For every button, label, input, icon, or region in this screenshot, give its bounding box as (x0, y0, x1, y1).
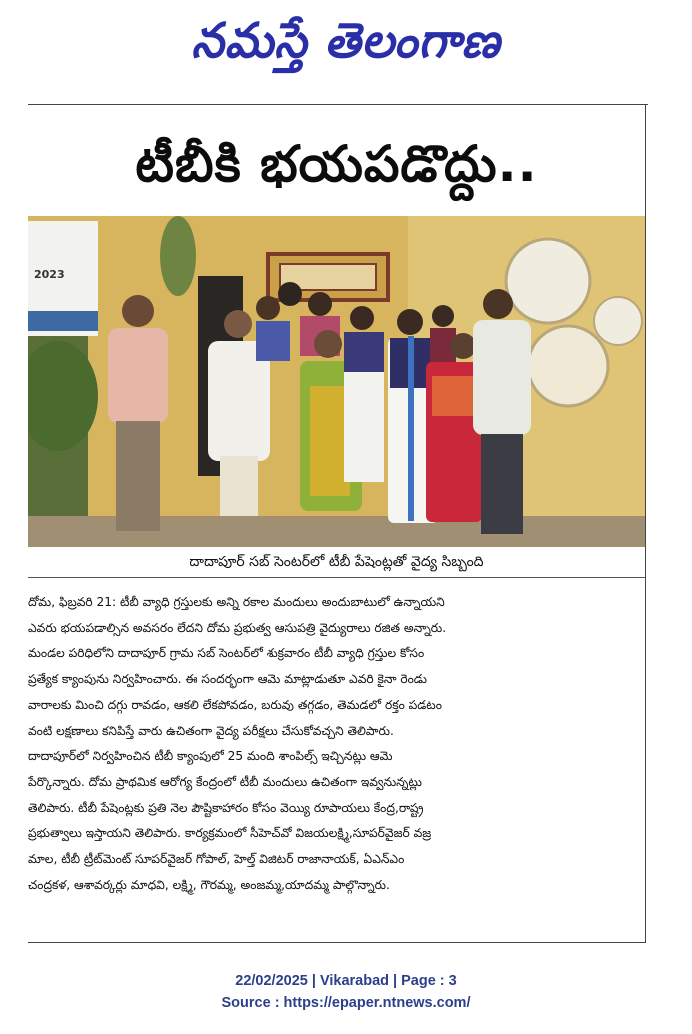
article-paragraph-line: దాదాపూర్‌లో నిర్వహించిన టీబీ క్యాంపులో 25 మంది శాంపిల్స్ ఇచ్చినట్లు ఆమె (28, 749, 393, 764)
article-paragraph-line: పేర్కొన్నారు. దోమ ప్రాథమిక ఆరోగ్య కేంద్రంలో టీబీ మందులు ఉచితంగా ఇవ్వనున్నట్లు (28, 774, 422, 789)
article-paragraph-line: చంద్రకళ, ఆశావర్కర్లు మాధవి, లక్ష్మి, గౌరమ్మ, అంజమ్మ,యాదమ్మ పాల్గొన్నారు. (28, 877, 390, 892)
article-paragraph-line: వారాలకు మించి దగ్గు రావడం, ఆకలి లేకపోవడం, బరువు తగ్గడం, తెమడలో రక్తం పడటం (28, 697, 442, 712)
article-photo (28, 216, 645, 547)
article-body (28, 590, 640, 898)
article-paragraph-line: వంటి లక్షణాలు కనిపిస్తే వారు ఉచితంగా వైద్య పరీక్షలు చేసుకోవచ్చని తెలిపారు. (28, 723, 394, 738)
masthead (0, 4, 692, 84)
group-photo-illustration (28, 216, 645, 547)
article-paragraph-line: మాల, టీబీ ట్రీట్‌మెంట్ సూపర్‌వైజర్ గోపాల్, హెల్త్ విజిటర్ రాజానాయక్, ఏఎన్ఎం (28, 852, 405, 867)
footer-source-link[interactable]: Source : https://epaper.ntnews.com/ (221, 995, 471, 1011)
article-paragraph-line: దోమ, ఫిబ్రవరి 21: టీబీ వ్యాధి గ్రస్తులకు అన్ని రకాల మందులు అందుబాటులో ఉన్నాయని (28, 595, 445, 609)
article-paragraph-line: ప్రత్యేక క్యాంపును నిర్వహించారు. ఈ సందర్భంగా ఆమె మాట్లాడుతూ ఎవరి కైనా రెండు (28, 672, 428, 687)
article-paragraph-line: తెలిపారు. టీబీ పేషెంట్లకు ప్రతి నెల పౌష్టికాహారం కోసం వెయ్యి రూపాయలు కేంద్ర,రాష్ట్ర (28, 800, 424, 815)
top-divider (28, 104, 648, 105)
article-headline: టీబీకి భయపడొద్దు.. (135, 135, 538, 193)
bottom-divider (28, 942, 646, 943)
article-paragraph-line: ఎవరు భయపడాల్సిన అవసరం లేదని దోమ ప్రభుత్వ ఆసుపత్రి వైద్యురాలు రజిత అన్నారు. (28, 620, 447, 635)
article-paragraph-line: మండల పరిధిలోని దాదాపూర్ గ్రామ సబ్ సెంటర్‌లో శుక్రవారం టీబీ వ్యాధి గ్రస్తుల కోసం (28, 646, 425, 661)
footer-dateline: 22/02/2025 | Vikarabad | Page : 3 (235, 973, 457, 989)
poster-year-text: 2023 (34, 268, 65, 281)
newspaper-logo: నమస్తే తెలంగాణ (191, 11, 501, 69)
footer (0, 970, 692, 1014)
right-column-rule (645, 104, 646, 942)
photo-caption: దాదాపూర్ సబ్ సెంటర్‌లో టీబీ పేషెంట్లతో వైద్య సిబ్బంది (28, 547, 645, 578)
article-paragraph-line: ప్రభుత్వాలు ఇస్తాయని తెలిపారు. కార్యక్రమంలో సీహెచ్‌వో విజయలక్ష్మి,సూపర్‌వైజర్ వజ్ర (28, 826, 432, 841)
